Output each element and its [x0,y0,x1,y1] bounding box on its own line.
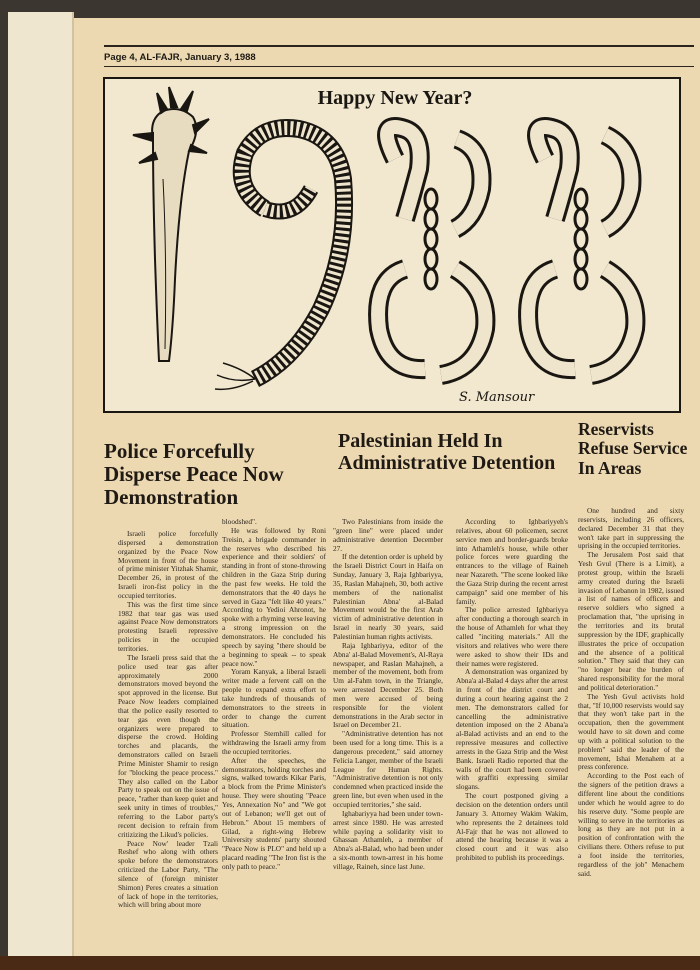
article-2-column-1 [333,518,443,950]
cartoon-drawing [105,79,679,411]
article-2-column-2 [456,518,568,950]
paragraph: According to Ighbariyyeh's relatives, about 60 policemen, secret service men and border-guards broke into Athamleh's house, while other police forces were guarding the entrances to the village of Raineh near Nazareth. "The scene looked like the Gaza Strip during the recent arrest campaign" said one member of his family. [456,518,568,606]
article-1-column-1 [118,530,218,950]
paragraph: The Yesh Gvul activists hold that, "If 10,000 reservists would say that they won't take part in the occupation, then the government would have to sit down and come up with a political solution to the problem" said the leader of the movement, Ishai Menahem at a press conference. [578,691,684,772]
paragraph: Two Palestinians from inside the "green line" were placed under administrative detention December 27. [333,518,443,553]
article-3-headline: Reservists Refuse Service In Areas [578,419,688,478]
paragraph: Ighabariyya had been under town-arrest since 1980. He was arrested while paying a solidarity visit to Ghassan Athamleh, a member of Abna's al-Balad, who had been under a six-month town-arrest in his home village, Raineh, since last June. [333,808,443,871]
handcuff-eight-drawing-2 [528,127,635,375]
article-1-headline: Police Forcefully Disperse Peace Now Demonstration [104,439,284,510]
paragraph: Raja Ighbariyya, editor of the Abna' al-Balad Movement's, Al-Raya newspaper, and Raslan Mahajneh, a member of the movement, both from Um al-Fahm town, in the Triangle, were arrested December 25. Both men were accused of being responsible for the violent demonstrations in the Arab sector in Israel on December 21. [333,640,443,730]
binder-margin [8,12,74,960]
article-1-column-2 [222,518,326,950]
article-2-headline: Palestinian Held In Administrative Detention [338,430,556,474]
paragraph: "Administrative detention has not been used for a long time. This is a dangerous precedent," said attorney Felicia Langer, member of the Israeli League for Human Rights. "Administrative detention is not only condemned when practiced inside the green line, but even when used in the occupied territories," she said. [333,729,443,809]
paragraph: One hundred and sixty reservists, including 26 officers, declared December 31 that they won't take part in suppressing the uprising in the occupied territories. [578,507,684,551]
folio-rule [104,66,694,67]
paragraph: Professor Sternhill called for withdrawing the Israeli army from the occupied territories. [222,729,326,756]
paragraph: He was followed by Roni Treisin, a brigade commander in the reserves who described his experience and their soldiers' of standing in front of stone-throwing children in the Gaza Strip during the past few weeks. He told the demonstrators that the 40 days he served in Gaza "felt like 40 years." According to Yedioi Ahronot, he spoke with a rhyming verse leaving a strong impression on the demonstrators. He concluded his speech by saying "there should be a beginning to speak -- to speak peace now." [222,525,326,668]
paragraph: According to the Post each of the signers of the petition draws a different line about the conditions under which he would agree to do his reserve duty. "Some people are willing to serve in the territories as long as they are not put in a position of confrontation with the civilians there. Others refuse to put a foot inside the territories, regardless of the job" Menachem said. [578,771,684,878]
political-cartoon [103,77,681,413]
cartoon-caption: Happy New Year? [317,87,473,109]
cartoon-signature: S. Mansour [459,390,535,405]
rope-noose-drawing [215,128,344,389]
paragraph: The police arrested Ighbariyya after conducting a thorough search in the house of Athamleh for what they called "inciting materials." All the visitors and relatives who were there were asked to show their IDs and their names were registered. [456,605,568,668]
paragraph: A demonstration was organized by Abna'a al-Balad 4 days after the arrest in front of the district court and during a court hearing against the 2 men. The demonstrators called for cancelling the administrative detention imposed on the 2 Abana'a al-Balad activists and an end to the repressive measures and collective arrests in the Gaza Strip and the West Bank. Israeli Radio reported that the walls of the court had been covered with graffiti expressing similar slogans. [456,667,568,792]
paragraph: Yoram Kanyak, a liberal Israeli writer made a fervent call on the people to expand extra effort to take hundreds of thousands of demonstrators to the streets in order to change the current situation. [222,667,326,730]
article-3-column-1 [578,507,684,950]
masthead-rule [104,45,694,47]
paragraph: After the speeches, the demonstrators, holding torches and signs, walked towards Kikar Paris, a block from the Prime Minister's house. They were shouting "Peace Yes, Annexation No" and "We got out of Lebanon; we'll get out of Hebron." About 15 members of Gilad, a right-wing Hebrew University students' party shouted "Peace Now is PLO" and held up a placard reading "The Iron fist is the only path to peace." [222,755,326,871]
paragraph: Israeli police forcefully dispersed a demonstration organized by the Peace Now Movement in front of the house of prime minister Yitzhak Shamir, December 26, in protest of the Israeli iron-fist policy in the occupied territories. [118,530,218,600]
paragraph: If the detention order is upheld by the Israeli District Court in Haifa on Sunday, January 3, Raja Ighbariyya, 35, Raslan Mahajneh, 30, both active members of the nationalist Palestinian Abna' al-Balad Movement would be the first Arab victim of administrative detention in Israel in nearly 30 years, said Palestinian human rights activists. [333,552,443,641]
page-folio: Page 4, AL-FAJR, January 3, 1988 [104,52,256,63]
paragraph: The Israeli press said that the police used tear gas after approximately 2000 demonstrators moved beyond the spot approved in the license. But Peace Now leaders complained that the police easily resorted to tear gas even though the organizers were prepared to disperse the crowd. Holding torches and placards, the demonstrators called on Israeli Prime Minister Shamir to resign for "blocking the peace process." They also called on the Labor Party to speak out on the issue of peace, "rather than keep quiet and seek unity in times of troubles," referring to the Labor party's recent decision to refrain from critizizing the Likud's policies. [118,652,218,839]
handcuff-eight-drawing [378,127,485,375]
spiked-club-drawing [133,87,209,361]
paragraph: The Jerusalem Post said that Yesh Gvul (There is a Limit), a protest group, within the Israeli army created during the Israeli invasion of Lebanon in 1982, issued a list of names of officers and reserve soldiers who signed a proclamation that, "the uprising in the territories and its brutal suppression by the IDF, graphically illustrates the price of occupation and the absence of a political solution." They said that they can "no longer bear the burden of shared responsibility for the moral and political deterioration." [578,550,684,692]
binder-bottom-edge [0,956,700,970]
paragraph: This was the first time since 1982 that tear gas was used against Peace Now demonstrators protesting Israeli repressive policies in the occupied territories. [118,599,218,653]
paragraph: The court postponed giving a decision on the detention orders until January 3. Attorney Wakim Wakim, who represents the 2 detainees told Al-Fajr that he was not allowed to attend the hearing because it was a closed court and it was also prohibited to publish its proceedings. [456,791,568,863]
paragraph: Peace Now' leader Tzali Reshef who along with others spoke before the demonstrators criticized the Labor Party, "The silence of (foreign minister Shimon) Peres creates a situation of lack of hope in the territories, which will bring about more [118,838,218,910]
paragraph: bloodshed". [222,518,257,526]
